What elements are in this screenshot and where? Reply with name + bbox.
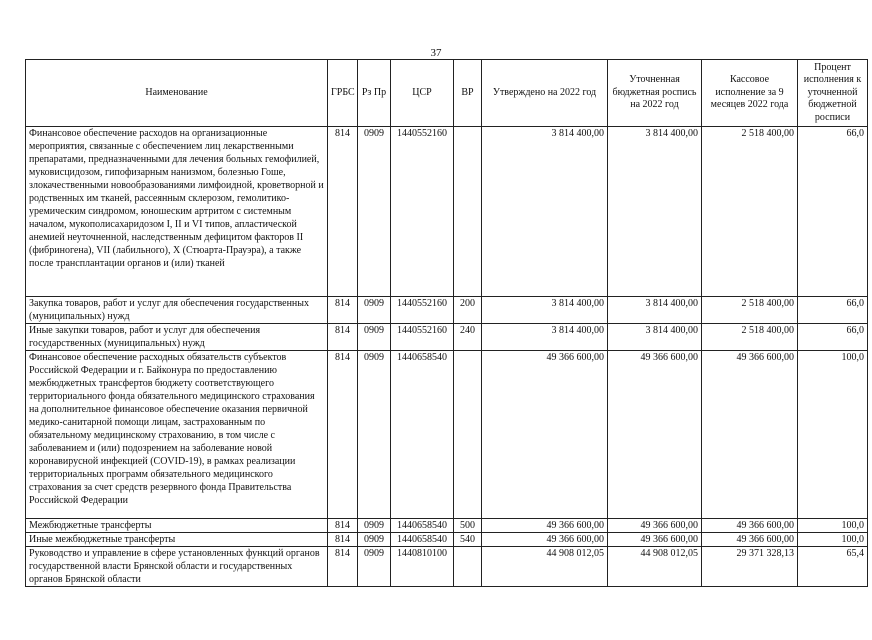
header-percent: Процент исполнения к уточненной бюджетной росписи bbox=[798, 60, 868, 127]
row-rzpr: 0909 bbox=[358, 324, 391, 351]
row-vr: 240 bbox=[454, 324, 482, 351]
row-rzpr: 0909 bbox=[358, 127, 391, 297]
row-name: Иные закупки товаров, работ и услуг для обеспечения государственных (муниципальных) нужд bbox=[26, 324, 328, 351]
row-executed: 49 366 600,00 bbox=[702, 351, 798, 519]
row-grbs: 814 bbox=[328, 297, 358, 324]
table-row bbox=[26, 324, 868, 351]
row-approved: 49 366 600,00 bbox=[482, 519, 608, 533]
row-grbs: 814 bbox=[328, 519, 358, 533]
table-row bbox=[26, 297, 868, 324]
row-percent: 65,4 bbox=[798, 547, 868, 587]
header-refined: Уточненная бюджетная роспись на 2022 год bbox=[608, 60, 702, 127]
budget-table bbox=[25, 59, 868, 587]
row-percent: 66,0 bbox=[798, 324, 868, 351]
row-csr: 1440658540 bbox=[391, 533, 454, 547]
table-row bbox=[26, 351, 868, 519]
table-row bbox=[26, 547, 868, 587]
row-vr bbox=[454, 547, 482, 587]
row-executed: 2 518 400,00 bbox=[702, 324, 798, 351]
table-row bbox=[26, 519, 868, 533]
header-rzpr: Рз Пр bbox=[358, 60, 391, 127]
row-csr: 1440658540 bbox=[391, 351, 454, 519]
row-executed: 29 371 328,13 bbox=[702, 547, 798, 587]
row-name: Финансовое обеспечение расходов на организационные мероприятия, связанные с обеспечением лиц лекарственными препаратами, предназначенными для лечения больных гемофилией, муковисцидозом, гипофизарным нанизмом, болезнью Гоше, злокачественными новообразованиями лимфоидной, кроветворной и родственных им тканей, рассеянным склерозом, гемолитико-уремическим синдромом, юношеским артритом с системным началом, мукополисахаридозом I, II и VI типов, апластической анемией неуточненной, наследственным дефицитом факторов II (фибриногена), VII (лабильного), X (Стюарта-Прауэра), а также после трансплантации органов и (или) тканей bbox=[26, 127, 328, 297]
row-approved: 44 908 012,05 bbox=[482, 547, 608, 587]
row-vr: 200 bbox=[454, 297, 482, 324]
row-refined: 44 908 012,05 bbox=[608, 547, 702, 587]
row-name: Закупка товаров, работ и услуг для обеспечения государственных (муниципальных) нужд bbox=[26, 297, 328, 324]
row-refined: 3 814 400,00 bbox=[608, 127, 702, 297]
row-approved: 3 814 400,00 bbox=[482, 324, 608, 351]
header-row bbox=[26, 60, 868, 127]
row-refined: 3 814 400,00 bbox=[608, 324, 702, 351]
row-csr: 1440658540 bbox=[391, 519, 454, 533]
row-percent: 66,0 bbox=[798, 127, 868, 297]
row-name: Иные межбюджетные трансферты bbox=[26, 533, 328, 547]
row-approved: 49 366 600,00 bbox=[482, 533, 608, 547]
row-vr: 540 bbox=[454, 533, 482, 547]
row-executed: 49 366 600,00 bbox=[702, 519, 798, 533]
header-csr: ЦСР bbox=[391, 60, 454, 127]
row-rzpr: 0909 bbox=[358, 533, 391, 547]
row-executed: 2 518 400,00 bbox=[702, 127, 798, 297]
row-refined: 49 366 600,00 bbox=[608, 533, 702, 547]
row-percent: 100,0 bbox=[798, 519, 868, 533]
row-executed: 49 366 600,00 bbox=[702, 533, 798, 547]
table-row bbox=[26, 127, 868, 297]
row-rzpr: 0909 bbox=[358, 547, 391, 587]
row-csr: 1440552160 bbox=[391, 127, 454, 297]
header-name: Наименование bbox=[26, 60, 328, 127]
page-number: 37 bbox=[430, 47, 442, 59]
header-grbs: ГРБС bbox=[328, 60, 358, 127]
row-percent: 100,0 bbox=[798, 351, 868, 519]
row-rzpr: 0909 bbox=[358, 519, 391, 533]
header-approved: Утверждено на 2022 год bbox=[482, 60, 608, 127]
row-vr: 500 bbox=[454, 519, 482, 533]
row-vr bbox=[454, 351, 482, 519]
row-executed: 2 518 400,00 bbox=[702, 297, 798, 324]
row-grbs: 814 bbox=[328, 351, 358, 519]
row-refined: 49 366 600,00 bbox=[608, 351, 702, 519]
row-grbs: 814 bbox=[328, 324, 358, 351]
header-vr: ВР bbox=[454, 60, 482, 127]
row-approved: 49 366 600,00 bbox=[482, 351, 608, 519]
row-rzpr: 0909 bbox=[358, 297, 391, 324]
header-executed: Кассовое исполнение за 9 месяцев 2022 года bbox=[702, 60, 798, 127]
row-percent: 100,0 bbox=[798, 533, 868, 547]
row-approved: 3 814 400,00 bbox=[482, 297, 608, 324]
row-grbs: 814 bbox=[328, 547, 358, 587]
row-refined: 49 366 600,00 bbox=[608, 519, 702, 533]
row-name: Финансовое обеспечение расходных обязательств субъектов Российской Федерации и г. Байконура по предоставлению межбюджетных трансфертов бюджету соответствующего территориального фонда обязательного медицинского страхования на дополнительное финансовое обеспечение оказания первичной медико-санитарной помощи лицам, застрахованным по обязательному медицинскому страхованию, в том числе с заболеванием и (или) подозрением на заболевание новой коронавирусной инфекцией (COVID-19), в рамках реализации территориальных программ обязательного медицинского страхования за счет средств резервного фонда Правительства Российской Федерации bbox=[26, 351, 328, 519]
row-grbs: 814 bbox=[328, 533, 358, 547]
row-rzpr: 0909 bbox=[358, 351, 391, 519]
row-grbs: 814 bbox=[328, 127, 358, 297]
row-refined: 3 814 400,00 bbox=[608, 297, 702, 324]
row-name: Межбюджетные трансферты bbox=[26, 519, 328, 533]
row-percent: 66,0 bbox=[798, 297, 868, 324]
row-csr: 1440552160 bbox=[391, 297, 454, 324]
row-approved: 3 814 400,00 bbox=[482, 127, 608, 297]
row-csr: 1440810100 bbox=[391, 547, 454, 587]
row-csr: 1440552160 bbox=[391, 324, 454, 351]
table-row bbox=[26, 533, 868, 547]
row-name: Руководство и управление в сфере установленных функций органов государственной власти Брянской области и государственных органов Брянской области bbox=[26, 547, 328, 587]
row-vr bbox=[454, 127, 482, 297]
